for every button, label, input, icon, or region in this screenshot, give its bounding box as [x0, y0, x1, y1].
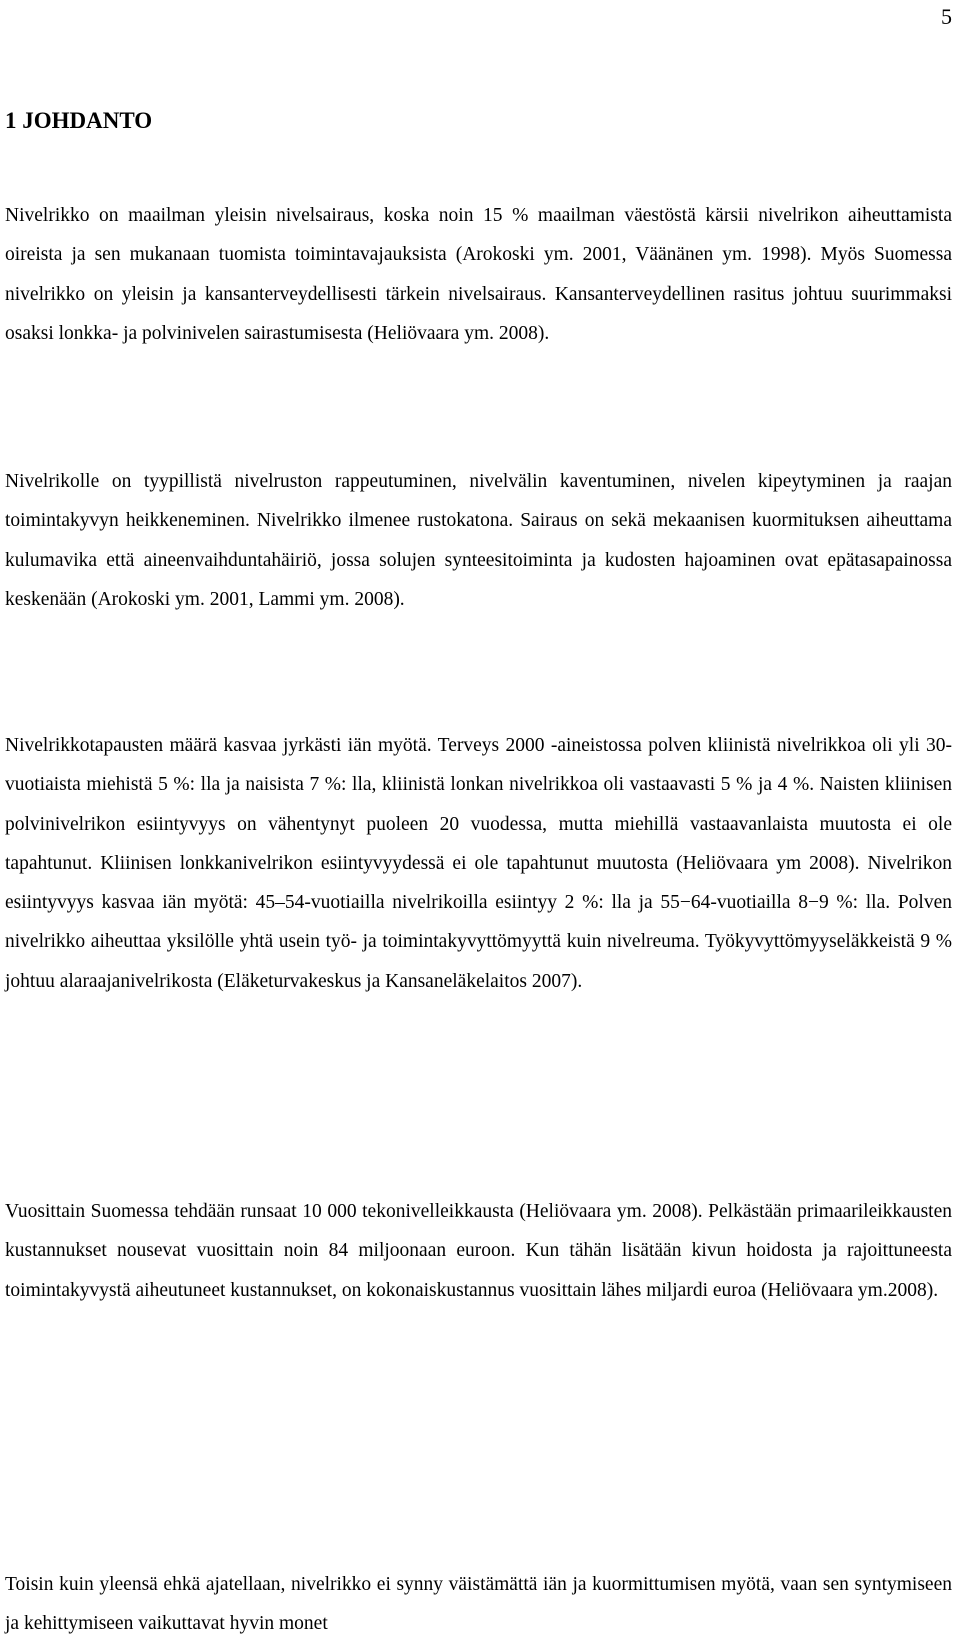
- paragraph-costs: Vuosittain Suomessa tehdään runsaat 10 000 tekonivelleikkausta (Heliövaara ym. 2008). Pelkästään primaarileikkausten kustannukset nousevat vuosittain noin 84 miljoonaan euroon. Kun tähän lisätään kivun hoidosta ja rajoittuneesta toimintakyvystä aiheutuneet kustannukset, on kokonaiskustannus vuosittain lähes miljardi euroa (Heliövaara ym.2008).: [5, 1201, 952, 1301]
- chapter-heading: 1 JOHDANTO: [5, 108, 153, 133]
- page-number: 5: [941, 4, 952, 29]
- paragraph-characteristics: Nivelrikolle on tyypillistä nivelruston rappeutuminen, nivelvälin kaventuminen, nivelen kipeytyminen ja raajan toimintakyvyn heikkeneminen. Nivelrikko ilmenee rustokatona. Sairaus on sekä mekaanisen kuormituksen aiheuttama kulumavika että aineenvaihduntahäiriö, jossa solujen synteesitoiminta ja kudosten hajoaminen ovat epätasapainossa keskenään (Arokoski ym. 2001, Lammi ym. 2008).: [5, 471, 952, 610]
- paragraph-causes: Toisin kuin yleensä ehkä ajatellaan, nivelrikko ei synny väistämättä iän ja kuormittumisen myötä, vaan sen syntymiseen ja kehittymiseen vaikuttavat hyvin monet: [5, 1574, 952, 1635]
- paragraph-prevalence: Nivelrikko on maailman yleisin nivelsairaus, koska noin 15 % maailman väestöstä kärsii nivelrikon aiheuttamista oireista ja sen mukanaan tuomista toimintavajauksista (Arokoski ym. 2001, Väänänen ym. 1998). Myös Suomessa nivelrikko on yleisin ja kansanterveydellisesti tärkein nivelsairaus. Kansanterveydellinen rasitus johtuu suurimmaksi osaksi lonkka- ja polvinivelen sairastumisesta (Heliövaara ym. 2008).: [5, 205, 952, 344]
- paragraph-incidence: Nivelrikkotapausten määrä kasvaa jyrkästi iän myötä. Terveys 2000 -aineistossa polven kliinistä nivelrikkoa oli yli 30-vuotiaista miehistä 5 %: lla ja naisista 7 %: lla, kliinistä lonkan nivelrikkoa oli vastaavasti 5 % ja 4 %. Naisten kliinisen polvinivelrikon esiintyvyys on vähentynyt puoleen 20 vuodessa, mutta miehillä vastaavanlaista muutosta ei ole tapahtunut. Kliinisen lonkkanivelrikon esiintyvyydessä ei ole tapahtunut muutosta (Heliövaara ym 2008). Nivelrikon esiintyvyys kasvaa iän myötä: 45–54-vuotiailla nivelrikoilla esiintyy 2 %: lla ja 55−64-vuotiailla 8−9 %: lla. Polven nivelrikko aiheuttaa yksilölle yhtä usein työ- ja toimintakyvyttömyyttä kuin nivelreuma. Työkyvyttömyyseläkkeistä 9 % johtuu alaraajanivelrikosta (Eläketurvakeskus ja Kansaneläkelaitos 2007).: [5, 735, 952, 992]
